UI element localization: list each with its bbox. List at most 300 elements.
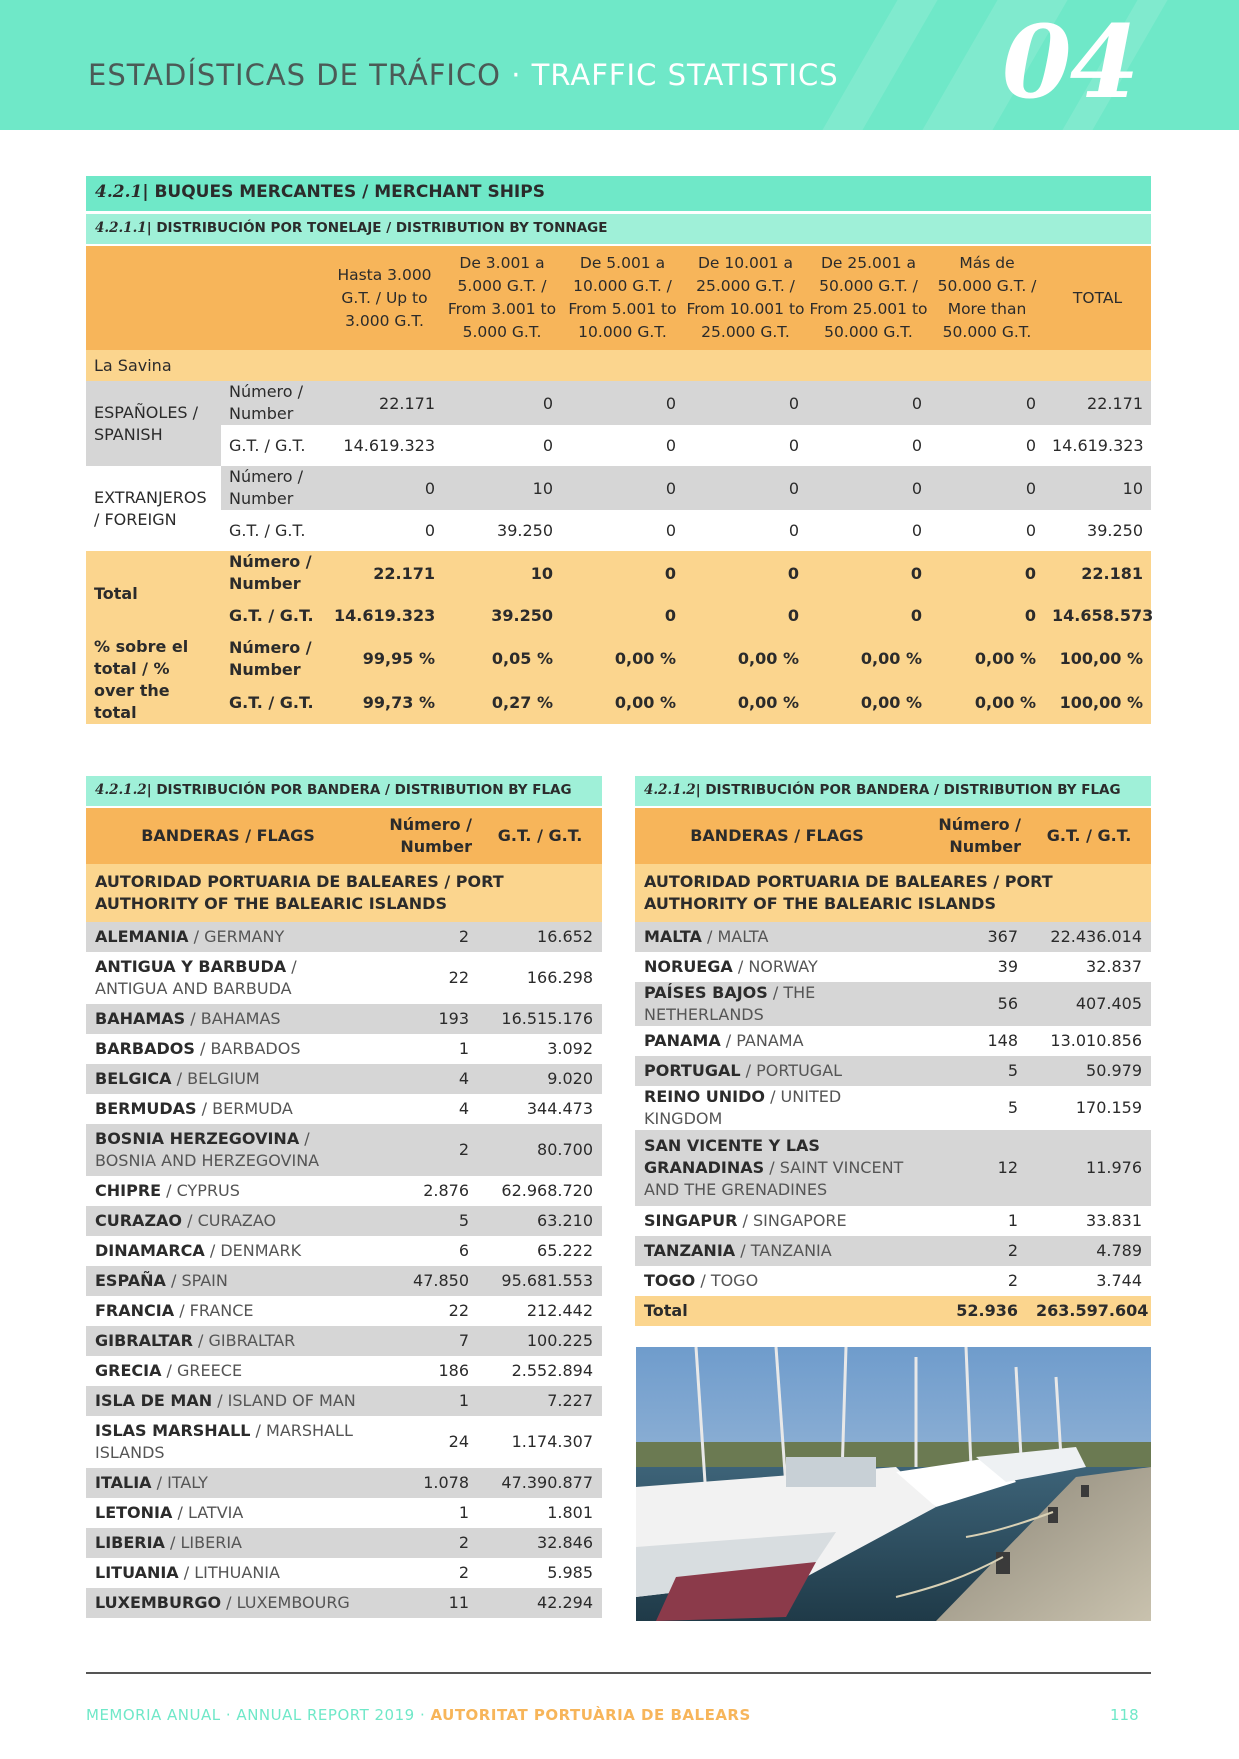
- flag-gt-cell: 344.473: [478, 1094, 602, 1124]
- flag-name-es: BERMUDAS: [95, 1099, 197, 1118]
- tonnage-cell: 10: [443, 551, 561, 595]
- flag-name-es: NORUEGA: [644, 957, 733, 976]
- flag-gt-cell: 9.020: [478, 1064, 602, 1094]
- tonnage-cell: 22.171: [326, 551, 443, 595]
- flag-row: [635, 952, 1151, 982]
- flag-name: [86, 1206, 370, 1236]
- tonnage-cell: 0: [561, 510, 684, 551]
- flag-name: [635, 952, 919, 982]
- flag-gt-cell: 1.801: [478, 1498, 602, 1528]
- flag-name-en: / UNITED KINGDOM: [644, 1087, 842, 1128]
- flag-name-en: / BELGIUM: [171, 1069, 260, 1088]
- flag-name-es: REINO UNIDO: [644, 1087, 765, 1106]
- flag-gt-cell: 16.515.176: [478, 1004, 602, 1034]
- flag-name: [86, 1094, 370, 1124]
- flag-name-en: / MARSHALL ISLANDS: [95, 1421, 353, 1462]
- flag-gt-cell: 22.436.014: [1027, 922, 1151, 952]
- flag-name-es: GIBRALTAR: [95, 1331, 193, 1350]
- flag-name: [635, 1086, 919, 1130]
- flag-row: [86, 1266, 602, 1296]
- tonnage-cell: 0: [561, 425, 684, 466]
- tonnage-cell: 99,95 %: [326, 636, 443, 682]
- flag-gt-cell: 4.789: [1027, 1236, 1151, 1266]
- tonnage-row: [86, 682, 1151, 724]
- flag-row: [86, 1206, 602, 1236]
- zone-row: [86, 350, 1151, 381]
- flag-row: [86, 1416, 602, 1468]
- flag-row: [86, 1468, 602, 1498]
- flag-name-es: MALTA: [644, 927, 702, 946]
- flag-gt-cell: 5.985: [478, 1558, 602, 1588]
- tonnage-cell: 0: [684, 425, 807, 466]
- title-es: ESTADÍSTICAS DE TRÁFICO: [88, 58, 502, 92]
- flag-row: [86, 952, 602, 1004]
- total-number: 52.936: [919, 1296, 1027, 1326]
- flag-name-en: / ISLAND OF MAN: [212, 1391, 356, 1410]
- flag-name-es: ANTIGUA Y BARBUDA: [95, 957, 287, 976]
- flag-gt-cell: 42.294: [478, 1588, 602, 1618]
- tonnage-cell: 0: [561, 551, 684, 595]
- flag-name-en: / DENMARK: [204, 1241, 302, 1260]
- tonnage-row: [86, 381, 1151, 425]
- tonnage-row: [86, 595, 1151, 636]
- authority-label: AUTORIDAD PORTUARIA DE BALEARES / PORT AUTHORITY OF THE BALEARIC ISLANDS: [86, 864, 602, 922]
- flag-name-es: PANAMA: [644, 1031, 721, 1050]
- flag-table-right: [635, 808, 1151, 1326]
- flag-number-cell: 1: [370, 1034, 478, 1064]
- col-header: De 5.001 a 10.000 G.T. / From 5.001 to 10.000 G.T.: [561, 246, 684, 350]
- tonnage-cell: 14.619.323: [326, 595, 443, 636]
- flag-number-cell: 11: [370, 1588, 478, 1618]
- flag-row: [635, 1206, 1151, 1236]
- tonnage-cell: 0: [807, 425, 930, 466]
- flag-name: [86, 952, 370, 1004]
- flag-name-en: / CYPRUS: [161, 1181, 240, 1200]
- tonnage-cell: 39.250: [443, 595, 561, 636]
- flag-name-es: LETONIA: [95, 1503, 173, 1522]
- flag-gt-cell: 407.405: [1027, 982, 1151, 1026]
- tonnage-cell: 0: [807, 551, 930, 595]
- flag-name-es: FRANCIA: [95, 1301, 175, 1320]
- flag-name-en: / ANTIGUA AND BARBUDA: [95, 957, 297, 998]
- flag-name-en: / BOSNIA AND HERZEGOVINA: [95, 1129, 320, 1170]
- flag-row: [86, 1034, 602, 1064]
- flag-name-en: / GERMANY: [188, 927, 285, 946]
- tonnage-cell: 0: [807, 510, 930, 551]
- page-header: [0, 0, 1239, 130]
- flag-name: [86, 1296, 370, 1326]
- authority-label: AUTORIDAD PORTUARIA DE BALEARES / PORT AUTHORITY OF THE BALEARIC ISLANDS: [635, 864, 1151, 922]
- footer-divider: [86, 1672, 1151, 1674]
- col-header: Hasta 3.000 G.T. / Up to 3.000 G.T.: [326, 246, 443, 350]
- tonnage-cell: 0: [684, 551, 807, 595]
- flag-name-en: / FRANCE: [174, 1301, 254, 1320]
- flag-number-cell: 186: [370, 1356, 478, 1386]
- tonnage-cell: 10: [1044, 466, 1151, 510]
- flag-name: [86, 1416, 370, 1468]
- tonnage-cell: 22.171: [326, 381, 443, 425]
- flag-number-cell: 4: [370, 1064, 478, 1094]
- col-header-total: TOTAL: [1044, 246, 1151, 350]
- flag-name: [635, 1206, 919, 1236]
- flag-number-cell: 39: [919, 952, 1027, 982]
- flag-name: [86, 1386, 370, 1416]
- flag-name: [86, 1004, 370, 1034]
- tonnage-cell: 100,00 %: [1044, 636, 1151, 682]
- flag-name-es: PORTUGAL: [644, 1061, 741, 1080]
- flag-number: 4.2.1.2: [95, 782, 147, 798]
- row-group-label: ESPAÑOLES / SPANISH: [86, 381, 221, 466]
- flag-number-cell: 22: [370, 952, 478, 1004]
- tonnage-cell: 0,00 %: [807, 636, 930, 682]
- flag-gt-cell: 62.968.720: [478, 1176, 602, 1206]
- flag-row: [635, 1266, 1151, 1296]
- flag-name: [86, 1558, 370, 1588]
- flag-name-en: / TANZANIA: [735, 1241, 832, 1260]
- tonnage-cell: 0,00 %: [561, 682, 684, 724]
- flag-number-cell: 56: [919, 982, 1027, 1026]
- flag-name: [86, 1498, 370, 1528]
- tonnage-cell: 0: [443, 381, 561, 425]
- flag-name-en: / MALTA: [701, 927, 769, 946]
- tonnage-cell: 0: [930, 595, 1044, 636]
- flag-name-es: CHIPRE: [95, 1181, 162, 1200]
- marina-photo-image: [636, 1347, 1151, 1621]
- flag-gt-cell: 32.837: [1027, 952, 1151, 982]
- tonnage-cell: 0,00 %: [684, 636, 807, 682]
- col-gt: G.T. / G.T.: [1027, 808, 1151, 864]
- flag-total-row: [635, 1296, 1151, 1326]
- flag-subheading-right: [635, 776, 1151, 806]
- flag-gt-cell: 50.979: [1027, 1056, 1151, 1086]
- flag-name: [86, 1528, 370, 1558]
- tonnage-cell: 14.658.573: [1044, 595, 1151, 636]
- flag-name: [635, 1056, 919, 1086]
- tonnage-cell: 0: [684, 595, 807, 636]
- flag-name: [86, 1034, 370, 1064]
- flag-number-cell: 2.876: [370, 1176, 478, 1206]
- flag-gt-cell: 100.225: [478, 1326, 602, 1356]
- flag-table-left: [86, 808, 602, 1618]
- authority-row: [635, 864, 1151, 922]
- row-measure-label: Número / Number: [221, 381, 326, 425]
- flag-name: [86, 1326, 370, 1356]
- tonnage-cell: 0,27 %: [443, 682, 561, 724]
- flag-number-cell: 2: [919, 1236, 1027, 1266]
- title-separator: ·: [501, 58, 532, 92]
- flag-name-en: / CURAZAO: [182, 1211, 277, 1230]
- flag-row: [86, 1004, 602, 1034]
- flag-number-cell: 1: [919, 1206, 1027, 1236]
- flag-row: [86, 1296, 602, 1326]
- flag-name-es: BAHAMAS: [95, 1009, 186, 1028]
- tonnage-cell: 0,05 %: [443, 636, 561, 682]
- footer: [86, 1706, 751, 1724]
- flag-gt-cell: 47.390.877: [478, 1468, 602, 1498]
- tonnage-cell: 22.181: [1044, 551, 1151, 595]
- tonnage-row: [86, 466, 1151, 510]
- flag-number-cell: 12: [919, 1130, 1027, 1206]
- tonnage-cell: 39.250: [1044, 510, 1151, 551]
- tonnage-cell: 0,00 %: [930, 682, 1044, 724]
- tonnage-cell: 0: [326, 466, 443, 510]
- authority-row: [86, 864, 602, 922]
- flag-row: [86, 1124, 602, 1176]
- flag-name: [86, 1236, 370, 1266]
- flag-number-cell: 2: [919, 1266, 1027, 1296]
- flag-row: [86, 1588, 602, 1618]
- col-gt: G.T. / G.T.: [478, 808, 602, 864]
- tonnage-cell: 0: [930, 381, 1044, 425]
- flag-name-es: SINGAPUR: [644, 1211, 738, 1230]
- flag-name-en: / PANAMA: [720, 1031, 804, 1050]
- header-decoration: [822, 0, 937, 130]
- row-measure-label: G.T. / G.T.: [221, 595, 326, 636]
- flag-row: [86, 1064, 602, 1094]
- flag-name-en: / LIBERIA: [164, 1533, 242, 1552]
- flag-number-cell: 2: [370, 1124, 478, 1176]
- flag-name: [635, 1236, 919, 1266]
- flag-name: [635, 982, 919, 1026]
- row-measure-label: Número / Number: [221, 551, 326, 595]
- flag-name-en: / BERMUDA: [196, 1099, 293, 1118]
- tonnage-header-row: [86, 246, 1151, 350]
- row-measure-label: G.T. / G.T.: [221, 682, 326, 724]
- flag-name: [86, 922, 370, 952]
- flag-name-es: PAÍSES BAJOS: [644, 983, 768, 1002]
- tonnage-cell: 0,00 %: [561, 636, 684, 682]
- tonnage-number: 4.2.1.1: [95, 220, 147, 236]
- flag-name-en: / SPAIN: [165, 1271, 228, 1290]
- flag-row: [635, 1236, 1151, 1266]
- flag-number-cell: 24: [370, 1416, 478, 1468]
- flag-name-es: ALEMANIA: [95, 927, 189, 946]
- col-header: De 3.001 a 5.000 G.T. / From 3.001 to 5.000 G.T.: [443, 246, 561, 350]
- flag-number-cell: 2: [370, 922, 478, 952]
- flag-name-es: SAN VICENTE Y LAS GRANADINAS: [644, 1136, 820, 1177]
- flag-row: [86, 1498, 602, 1528]
- flag-gt-cell: 16.652: [478, 922, 602, 952]
- tonnage-table: [86, 246, 1154, 724]
- tonnage-cell: 0: [443, 425, 561, 466]
- tonnage-cell: 100,00 %: [1044, 682, 1151, 724]
- tonnage-cell: 0: [807, 466, 930, 510]
- flag-gt-cell: 166.298: [478, 952, 602, 1004]
- flag-row: [86, 1528, 602, 1558]
- row-measure-label: G.T. / G.T.: [221, 510, 326, 551]
- tonnage-cell: 0: [807, 381, 930, 425]
- flag-gt-cell: 212.442: [478, 1296, 602, 1326]
- flag-name-es: CURAZAO: [95, 1211, 183, 1230]
- flag-name: [86, 1356, 370, 1386]
- row-group-label: EXTRANJEROS / FOREIGN: [86, 466, 221, 551]
- flag-row: [86, 1094, 602, 1124]
- flag-name-es: LUXEMBURGO: [95, 1593, 222, 1612]
- flag-name-en: / LUXEMBOURG: [221, 1593, 350, 1612]
- tonnage-cell: 0,00 %: [684, 682, 807, 724]
- flag-number-cell: 5: [919, 1086, 1027, 1130]
- tonnage-cell: 0: [930, 466, 1044, 510]
- tonnage-cell: 0: [684, 466, 807, 510]
- tonnage-row: [86, 510, 1151, 551]
- tonnage-cell: 0: [807, 595, 930, 636]
- flag-name: [635, 1266, 919, 1296]
- zone-label: La Savina: [86, 350, 1151, 381]
- flag-number-cell: 2: [370, 1528, 478, 1558]
- flag-name: [86, 1124, 370, 1176]
- total-label: Total: [635, 1296, 919, 1326]
- tonnage-cell: 0: [930, 551, 1044, 595]
- flag-number-cell: 148: [919, 1026, 1027, 1056]
- flag-row: [635, 1130, 1151, 1206]
- flag-name-en: / THE NETHERLANDS: [644, 983, 816, 1024]
- flag-row: [86, 1356, 602, 1386]
- col-header: Más de 50.000 G.T. / More than 50.000 G.T.: [930, 246, 1044, 350]
- flag-name-en: / ITALY: [151, 1473, 208, 1492]
- flag-name-es: LIBERIA: [95, 1533, 165, 1552]
- tonnage-cell: 99,73 %: [326, 682, 443, 724]
- total-gt: 263.597.604: [1027, 1296, 1151, 1326]
- flag-row: [86, 1558, 602, 1588]
- flag-name: [86, 1588, 370, 1618]
- section-number: 4.2.1: [95, 182, 143, 202]
- flag-number-cell: 1.078: [370, 1468, 478, 1498]
- footer-organization: AUTORITAT PORTUÀRIA DE BALEARS: [430, 1706, 751, 1724]
- flag-row: [635, 1086, 1151, 1130]
- flag-gt-cell: 7.227: [478, 1386, 602, 1416]
- tonnage-cell: 0: [326, 510, 443, 551]
- flag-name: [86, 1468, 370, 1498]
- flag-number-cell: 4: [370, 1094, 478, 1124]
- flag-name-en: / NORWAY: [732, 957, 818, 976]
- tonnage-cell: 10: [443, 466, 561, 510]
- flag-subheading-left: [86, 776, 602, 806]
- tonnage-cell: 0: [930, 510, 1044, 551]
- flag-gt-cell: 63.210: [478, 1206, 602, 1236]
- flag-gt-cell: 33.831: [1027, 1206, 1151, 1236]
- flag-number-cell: 1: [370, 1386, 478, 1416]
- flag-name-en: / BAHAMAS: [185, 1009, 281, 1028]
- section-heading: [86, 176, 1151, 211]
- flag-name: [635, 1026, 919, 1056]
- flag-name-en: / LATVIA: [172, 1503, 244, 1522]
- flag-number-cell: 2: [370, 1558, 478, 1588]
- row-measure-label: Número / Number: [221, 636, 326, 682]
- flag-name-es: BELGICA: [95, 1069, 172, 1088]
- flag-gt-cell: 13.010.856: [1027, 1026, 1151, 1056]
- flag-gt-cell: 32.846: [478, 1528, 602, 1558]
- tonnage-cell: 14.619.323: [1044, 425, 1151, 466]
- col-number: Número / Number: [370, 808, 478, 864]
- flag-number-cell: 5: [919, 1056, 1027, 1086]
- flag-header-row: [86, 808, 602, 864]
- flag-name: [635, 922, 919, 952]
- flag-row: [86, 1176, 602, 1206]
- col-header: De 25.001 a 50.000 G.T. / From 25.001 to 50.000 G.T.: [807, 246, 930, 350]
- flag-name-es: ESPAÑA: [95, 1271, 166, 1290]
- flag-gt-cell: 170.159: [1027, 1086, 1151, 1130]
- col-flags: BANDERAS / FLAGS: [86, 808, 370, 864]
- tonnage-cell: 0,00 %: [930, 636, 1044, 682]
- footer-report-label: MEMORIA ANUAL · ANNUAL REPORT 2019 ·: [86, 1706, 431, 1724]
- flag-gt-cell: 2.552.894: [478, 1356, 602, 1386]
- flag-number-cell: 5: [370, 1206, 478, 1236]
- col-number: Número / Number: [919, 808, 1027, 864]
- tonnage-subheading: [86, 214, 1151, 244]
- page-number: 118: [1110, 1706, 1139, 1724]
- flag-row: [86, 1386, 602, 1416]
- marina-photo: [636, 1347, 1151, 1621]
- flag-row: [635, 922, 1151, 952]
- tonnage-title: | DISTRIBUCIÓN POR TONELAJE / DISTRIBUTION BY TONNAGE: [146, 220, 608, 236]
- tonnage-cell: 0: [561, 466, 684, 510]
- flag-name-es: ISLAS MARSHALL: [95, 1421, 251, 1440]
- flag-name-es: ISLA DE MAN: [95, 1391, 213, 1410]
- flag-name-en: / GREECE: [161, 1361, 243, 1380]
- tonnage-cell: 0: [561, 381, 684, 425]
- flag-name-en: / SINGAPORE: [737, 1211, 847, 1230]
- flag-name-en: / GIBRALTAR: [192, 1331, 296, 1350]
- flag-gt-cell: 65.222: [478, 1236, 602, 1266]
- flag-number-cell: 47.850: [370, 1266, 478, 1296]
- flag-number-cell: 6: [370, 1236, 478, 1266]
- flag-name-es: LITUANIA: [95, 1563, 179, 1582]
- tonnage-cell: 39.250: [443, 510, 561, 551]
- flag-number-cell: 22: [370, 1296, 478, 1326]
- tonnage-row: [86, 425, 1151, 466]
- tonnage-cell: 14.619.323: [326, 425, 443, 466]
- flag-name: [86, 1176, 370, 1206]
- page-title: [88, 58, 839, 92]
- flag-title: | DISTRIBUCIÓN POR BANDERA / DISTRIBUTION BY FLAG: [695, 782, 1121, 798]
- flag-name-es: GRECIA: [95, 1361, 162, 1380]
- tonnage-cell: 0: [684, 510, 807, 551]
- flag-row: [86, 1236, 602, 1266]
- row-group-label: Total: [86, 551, 221, 636]
- header-blank: [86, 246, 326, 350]
- col-header: De 10.001 a 25.000 G.T. / From 10.001 to 25.000 G.T.: [684, 246, 807, 350]
- chapter-number: 04: [1002, 3, 1138, 121]
- tonnage-cell: 0: [930, 425, 1044, 466]
- tonnage-cell: 0,00 %: [807, 682, 930, 724]
- flag-gt-cell: 95.681.553: [478, 1266, 602, 1296]
- tonnage-row: [86, 636, 1151, 682]
- flag-number-cell: 7: [370, 1326, 478, 1356]
- flag-row: [86, 922, 602, 952]
- flag-name-es: ITALIA: [95, 1473, 152, 1492]
- row-measure-label: G.T. / G.T.: [221, 425, 326, 466]
- flag-name-en: / LITHUANIA: [178, 1563, 280, 1582]
- flag-name-es: BOSNIA HERZEGOVINA: [95, 1129, 300, 1148]
- section-title: | BUQUES MERCANTES / MERCHANT SHIPS: [142, 182, 545, 202]
- flag-name-en: / TOGO: [695, 1271, 759, 1290]
- flag-number-cell: 367: [919, 922, 1027, 952]
- flag-number: 4.2.1.2: [644, 782, 696, 798]
- flag-gt-cell: 3.092: [478, 1034, 602, 1064]
- flag-name-es: DINAMARCA: [95, 1241, 205, 1260]
- flag-name-es: BARBADOS: [95, 1039, 195, 1058]
- row-measure-label: Número / Number: [221, 466, 326, 510]
- flag-row: [635, 1026, 1151, 1056]
- flag-name-en: / PORTUGAL: [740, 1061, 843, 1080]
- flag-row: [635, 982, 1151, 1026]
- tonnage-cell: 0: [561, 595, 684, 636]
- title-en: TRAFFIC STATISTICS: [531, 58, 839, 92]
- flag-header-row: [635, 808, 1151, 864]
- col-flags: BANDERAS / FLAGS: [635, 808, 919, 864]
- flag-name-en: / BARBADOS: [194, 1039, 301, 1058]
- flag-title: | DISTRIBUCIÓN POR BANDERA / DISTRIBUTION BY FLAG: [146, 782, 572, 798]
